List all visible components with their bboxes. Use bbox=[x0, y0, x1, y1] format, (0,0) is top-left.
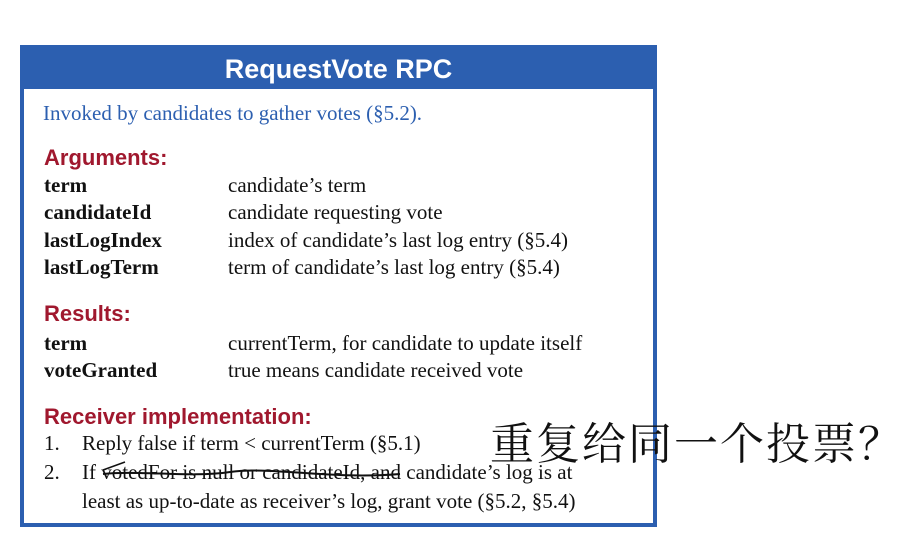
item-text-line-2: least as up-to-date as receiver’s log, grant vote (§5.2, §5.4) bbox=[82, 489, 576, 513]
handwritten-note: 重复给同一个投票？ bbox=[490, 419, 904, 470]
argument-value: candidate requesting vote bbox=[228, 200, 443, 224]
result-key: voteGranted bbox=[44, 358, 158, 382]
item-text-line-1: If votedFor is null or candidateId, and candidate’s log is at bbox=[82, 460, 573, 484]
intro-text: Invoked by candidates to gather votes (§5.2). bbox=[43, 101, 423, 125]
result-key: term bbox=[44, 331, 88, 355]
argument-key: term bbox=[44, 173, 88, 197]
arguments-heading: Arguments: bbox=[44, 145, 168, 170]
item-number: 2. bbox=[44, 460, 60, 484]
result-value: true means candidate received vote bbox=[228, 358, 524, 382]
argument-key: candidateId bbox=[44, 200, 152, 224]
item-text: Reply false if term < currentTerm (§5.1) bbox=[82, 431, 421, 455]
receiver-heading: Receiver implementation: bbox=[44, 404, 312, 429]
argument-value: term of candidate’s last log entry (§5.4) bbox=[228, 255, 560, 279]
argument-key: lastLogIndex bbox=[44, 228, 162, 252]
panel-title: RequestVote RPC bbox=[24, 49, 653, 89]
item-number: 1. bbox=[44, 431, 60, 455]
argument-key: lastLogTerm bbox=[44, 255, 159, 279]
argument-value: candidate’s term bbox=[228, 173, 367, 197]
results-heading: Results: bbox=[44, 301, 131, 326]
result-value: currentTerm, for candidate to update itself bbox=[228, 331, 583, 355]
argument-value: index of candidate’s last log entry (§5.4) bbox=[228, 228, 568, 252]
